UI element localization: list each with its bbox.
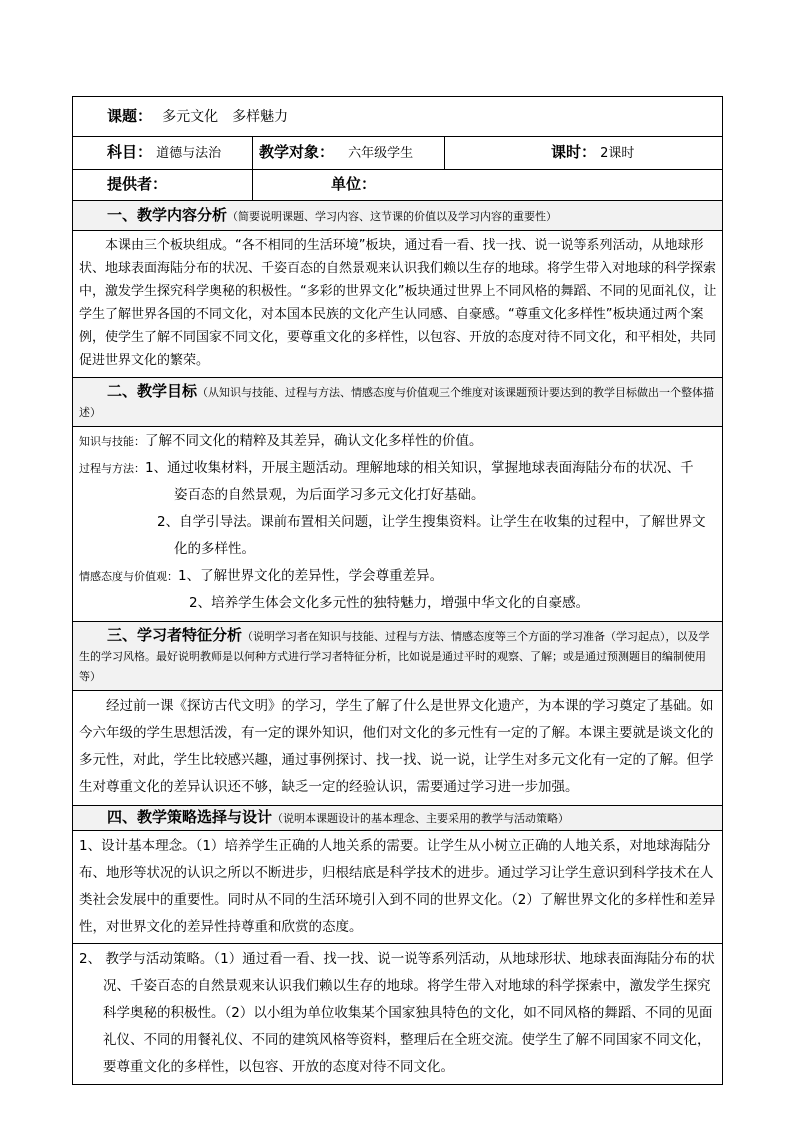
hours-value: 2课时 (600, 146, 635, 161)
section2-note: （从知识与技能、过程与方法、情感态度与价值观三个维度对该课题预计要达到的教学目标做出一个整体描述） (79, 386, 715, 419)
audience-value: 六年级学生 (348, 146, 414, 161)
section1-note: （简要说明课题、学习内容、这节课的价值以及学习内容的重要性） (227, 209, 558, 223)
lesson-plan-table (72, 96, 723, 1085)
section2-header (73, 378, 723, 427)
subject-value: 道德与法治 (156, 146, 222, 161)
section4-item2: 2、 教学与活动策略。（1）通过看一看、找一找、说一说等系列活动，从地球形状、地球表面海陆分布的状况、千姿百态的自然景观来认识我们赖以生存的地球。将学生带入对地球的科学探索中，激发学生探究科学奥秘的积极性。（2）以小组为单位收集某个国家独具特色的文化，如不同风格的舞蹈、不同的见面礼仪、不同的用餐礼仪、不同的建筑风格等资料，整理后在全班交流。使学生了解不同国家不同文化，要尊重文化的多样性，以包容、开放的态度对待不同文化。 (79, 951, 715, 1075)
subject-row (73, 137, 723, 170)
section4-note: （说明本课题设计的基本理念、主要采用的教学与活动策略） (272, 812, 570, 825)
topic-value: 多元文化 多样魅力 (162, 108, 289, 125)
lesson-plan-page (72, 96, 722, 1085)
section4-header (73, 806, 723, 831)
section4-item1: 1、设计基本理念。（1）培养学生正确的人地关系的需要。让学生从小树立正确的人地关系，对地球海陆分布、地形等状况的认识之所以不断进步，归根结底是科学技术的进步。通过学习让学生意识到科学技术在人类社会发展中的重要性。同时从不同的生活环境引入到不同的世界文化。（2）了解世界文化的多样性和差异性，对世界文化的差异性持尊重和欣赏的态度。 (79, 838, 716, 935)
audience-label: 教学对象： (259, 143, 335, 161)
attitude-label: 情感态度与价值观： (79, 570, 178, 583)
subject-label: 科目： (107, 143, 153, 161)
unit-label: 单位： (331, 175, 377, 193)
process-line-2b: 化的多样性。 (174, 541, 255, 557)
topic-label: 课题： (107, 106, 153, 125)
provider-row (73, 170, 723, 201)
section3-body-row (73, 691, 723, 806)
section1-title: 一、教学内容分析 (107, 205, 228, 224)
section1-header (73, 201, 723, 231)
section2-title: 二、教学目标 (107, 382, 198, 400)
section4-title: 四、教学策略选择与设计 (107, 808, 273, 826)
knowledge-text: 了解不同文化的精粹及其差异，确认文化多样性的价值。 (145, 433, 483, 449)
knowledge-line (79, 428, 716, 455)
section3-note: （说明学习者在知识与技能、过程与方法、情感态度等三个方面的学习准备（学习起点），以及学生的学习风格。最好说明教师是以何种方式进行学习者特征分析，比如说是通过平时的观察、了解；或是通过预测题目的编制使用等） (79, 630, 710, 683)
section3-title: 三、学习者特征分析 (107, 626, 243, 644)
section2-body-row (73, 427, 723, 622)
process-line-1a: 过程与方法：1、通过收集材料，开展主题活动。理解地球的相关知识，掌握地球表面海陆分布的状况、千 (79, 460, 694, 476)
process-label: 过程与方法： (79, 462, 145, 475)
section1-body-row (73, 231, 723, 378)
section4-item1-row (73, 831, 723, 944)
knowledge-label: 知识与技能： (79, 435, 145, 448)
attitude-line-2: 2、培养学生体会文化多元性的独特魅力，增强中华文化的自豪感。 (189, 595, 590, 611)
topic-row (73, 97, 723, 137)
section3-header (73, 622, 723, 691)
hours-label: 课时： (551, 143, 597, 161)
section4-item2-row (73, 944, 723, 1085)
process-line-2a: 2、自学引导法。课前布置相关问题，让学生搜集资料。让学生在收集的过程中，了解世界文 (157, 514, 706, 530)
section3-body: 经过前一课《探访古代文明》的学习，学生了解了什么是世界文化遗产，为本课的学习奠定了基础。如今六年级的学生思想活泼，有一定的课外知识，他们对文化的多元性有一定的了解。本课主要就是谈文化的多元性，对此，学生比较感兴趣，通过事例探讨、找一找、说一说，让学生对多元文化有一定的了解。但学生对尊重文化的差异认识还不够，缺乏一定的经验认识，需要通过学习进一步加强。 (79, 698, 714, 795)
provider-label: 提供者： (107, 175, 168, 193)
process-line-1b: 姿百态的自然景观，为后面学习多元文化打好基础。 (174, 487, 485, 503)
attitude-line-1: 情感态度与价值观：1、了解世界文化的差异性，学会尊重差异。 (79, 568, 444, 584)
section1-body: 本课由三个板块组成。“各不相同的生活环境”板块，通过看一看、找一找、说一说等系列活动，从地球形状、地球表面海陆分布的状况、千姿百态的自然景观来认识我们赖以生存的地球。将学生带入对地球的科学探索中，激发学生探究科学奥秘的积极性。“多彩的世界文化”板块通过世界上不同风格的舞蹈、不同的见面礼仪，让学生了解世界各国的不同文化，对本国本民族的文化产生认同感、自豪感。“尊重文化多样性”板块通过两个案例，使学生了解不同国家不同文化，要尊重文化的多样性，以包容、开放的态度对待不同文化，和平相处，共同促进世界文化的繁荣。 (79, 238, 717, 368)
